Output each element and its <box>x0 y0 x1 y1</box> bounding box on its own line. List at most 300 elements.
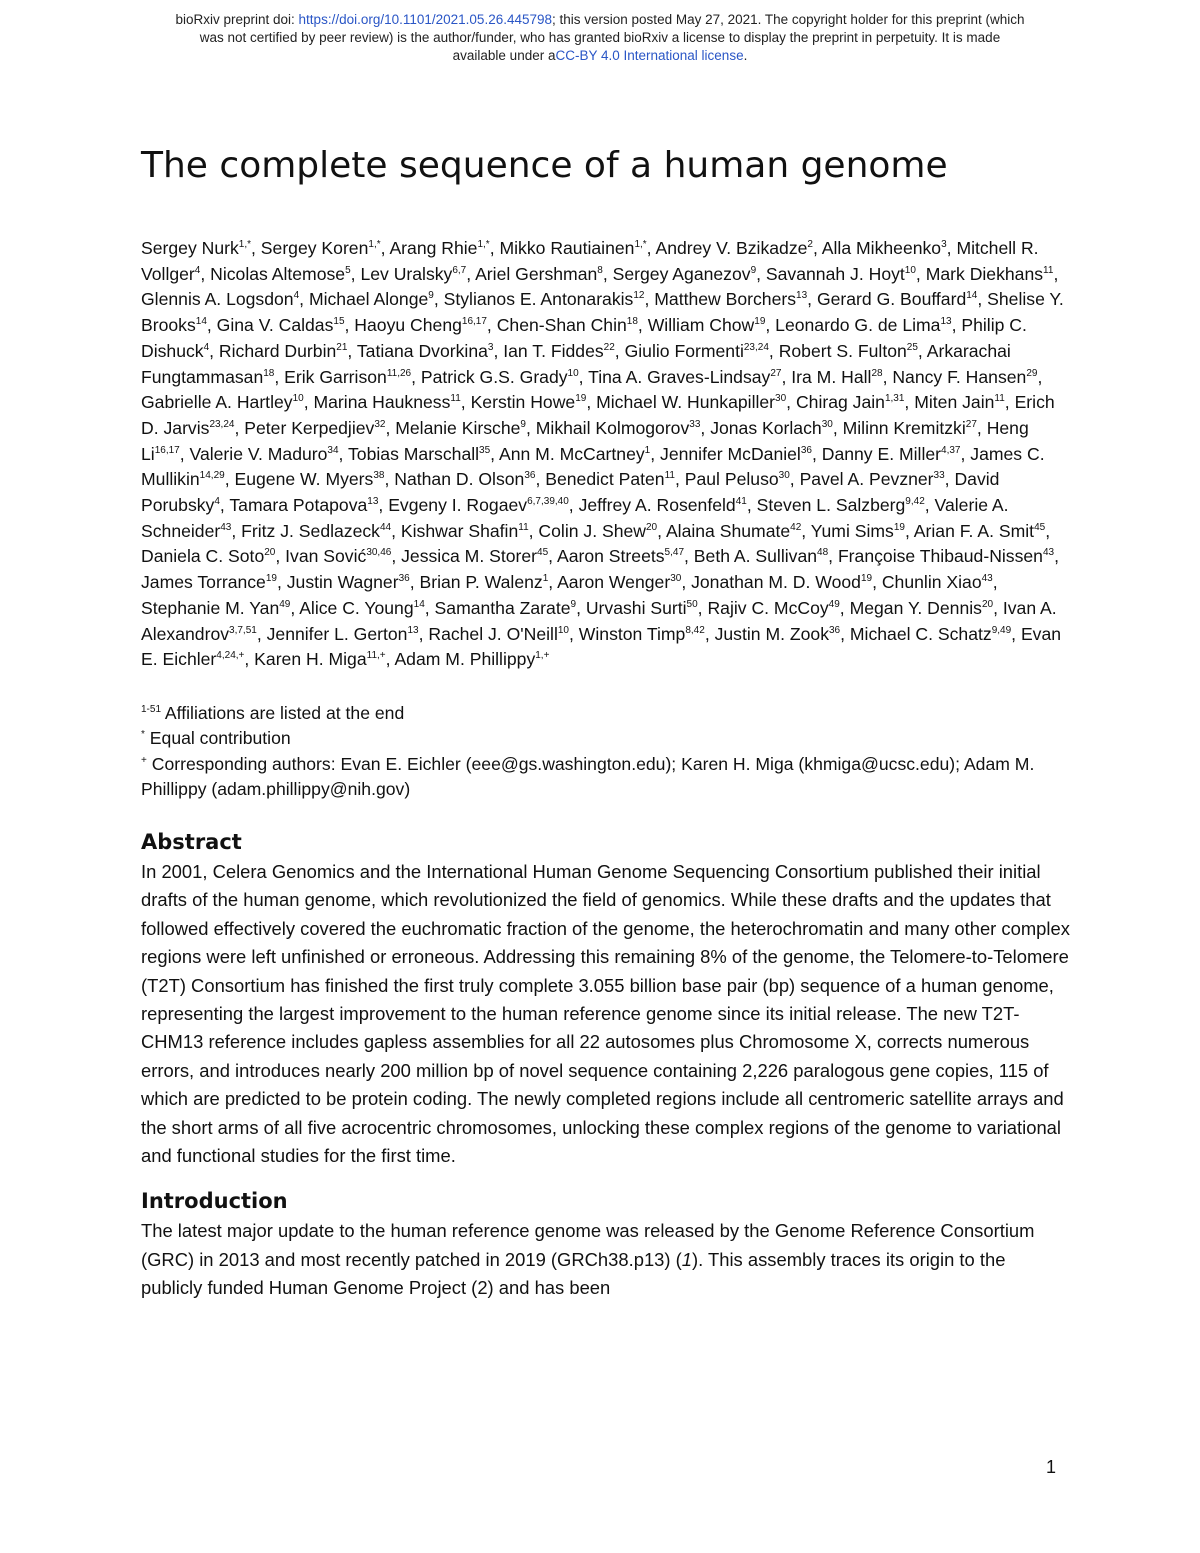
author-name: Gabrielle A. Hartley <box>141 392 293 413</box>
paper-title: The complete sequence of a human genome <box>141 145 948 186</box>
author-name: Nicolas Altemose <box>210 263 346 284</box>
author-affiliation: 14 <box>966 290 978 302</box>
author <box>557 546 684 566</box>
author <box>261 238 381 258</box>
author-name: Pavel A. Pevzner <box>799 469 934 490</box>
author-affiliation: 3 <box>487 341 494 353</box>
author-affiliation: 27 <box>965 419 977 431</box>
author-affiliation: 29 <box>1026 367 1038 379</box>
author-affiliation: 30 <box>821 419 833 431</box>
author-name: Winston Timp <box>578 623 686 644</box>
author-name: Yumi Sims <box>810 520 894 541</box>
author-name: Mitchell R. Vollger <box>141 238 1039 284</box>
author <box>654 289 807 309</box>
author <box>838 546 1054 566</box>
author-affiliation: 11,+ <box>366 650 386 662</box>
author <box>287 572 410 592</box>
author-name: Jeffrey A. Rosenfeld <box>578 495 736 516</box>
author <box>141 598 290 618</box>
author <box>817 289 977 309</box>
author-affiliation: 4,24,+ <box>216 650 245 662</box>
affiliations-note <box>141 701 1071 727</box>
header-license-prefix: available under a <box>452 48 556 63</box>
author <box>141 238 251 258</box>
author-affiliation: 23,24 <box>743 341 769 353</box>
author-name: Marina Haukness <box>313 392 451 413</box>
author-name: Tina A. Graves-Lindsay <box>588 366 771 387</box>
author-name: Sergey Koren <box>260 238 369 258</box>
author-affiliation: 23,24 <box>209 419 235 431</box>
author-affiliation: 1 <box>644 444 651 456</box>
author <box>419 572 548 592</box>
author <box>822 238 947 258</box>
author <box>254 649 385 669</box>
author-affiliation: 11 <box>994 393 1005 405</box>
author-name: Steven L. Salzberg <box>756 495 906 516</box>
author <box>444 289 645 309</box>
author-name: Michael C. Schatz <box>849 623 992 644</box>
author <box>579 495 747 515</box>
author-affiliation: 45 <box>537 547 549 559</box>
author-name: Rajiv C. McCoy <box>707 597 829 618</box>
author-affiliation: 9,42 <box>905 496 925 508</box>
author-affiliation: 14,29 <box>199 470 225 482</box>
author <box>428 624 569 644</box>
author <box>766 264 916 284</box>
author-name: Savannah J. Hoyt <box>765 263 905 284</box>
author-affiliation: 9,49 <box>991 624 1012 636</box>
author-affiliation: 4 <box>293 290 300 302</box>
author-affiliation: 4 <box>214 496 220 508</box>
author-name: Alla Mikheenko <box>821 238 942 258</box>
author-affiliation: 1,+ <box>535 650 550 662</box>
author-affiliation: 20 <box>646 521 658 533</box>
author-affiliation: 11,26 <box>386 367 412 379</box>
author-affiliation: 36 <box>800 444 812 456</box>
author <box>914 392 1005 412</box>
author-affiliation: 19 <box>754 316 766 328</box>
author-name: Michael W. Hunkapiller <box>596 392 776 413</box>
author-affiliation: 5 <box>345 264 351 276</box>
author-name: Matthew Borchers <box>654 289 797 310</box>
author <box>389 238 489 258</box>
author <box>309 289 434 309</box>
abstract-text: In 2001, Celera Genomics and the International Human Genome Sequencing Consortium published their initial drafts of the human genome, which revolutionized the field of genomics. While these drafts and the updates that followed effectively covered the euchromatic fraction of the genome, the heterochromatin and many other complex regions were left unfinished or erroneous. Addressing this remaining 8% of the genome, the Telomere-to-Telomere (T2T) Consortium has finished the first truly complete 3.055 billion base pair (bp) sequence of a human genome, representing the largest improvement to the human reference genome since its initial release. The new T2T-CHM13 reference includes gapless assemblies for all 22 autosomes plus Chromosome X, corrects numerous errors, and introduces nearly 200 million bp of novel sequence containing 2,226 paralogous gene copies, 115 of which are predicted to be protein coding. The newly completed regions include all centromeric satellite arrays and the short arms of all five acrocentric chromosomes, unlocking these complex regions of the genome to variational and functional studies for the first time. <box>141 860 1070 1167</box>
header-line-2: was not certified by peer review) is the author/funder, who has granted bioRxiv a license to display the preprint in perpetuity. It is made <box>199 30 1001 45</box>
author <box>401 546 548 566</box>
author-affiliation: 44 <box>379 521 392 533</box>
author-affiliation: 4 <box>194 264 201 276</box>
author-affiliation: 1,* <box>477 239 490 251</box>
author-name: Samantha Zarate <box>434 597 571 618</box>
author-notes <box>141 701 1071 803</box>
author-affiliation: 11 <box>1043 264 1054 276</box>
author <box>850 598 994 618</box>
author-name: Chirag Jain <box>795 392 885 413</box>
intro-part-3: ) and has been <box>487 1277 611 1299</box>
author <box>625 341 769 361</box>
introduction-text <box>141 1217 1071 1302</box>
author <box>244 418 385 438</box>
author <box>660 444 812 464</box>
author-name: Alice C. Young <box>299 597 414 618</box>
author-name: Patrick G.S. Grady <box>420 366 568 387</box>
author-affiliation: 14 <box>413 598 425 610</box>
author-name: Ivan Sović <box>285 546 367 567</box>
author-name: Rachel J. O'Neill <box>428 623 558 644</box>
author-name: Milinn Kremitzki <box>842 417 966 438</box>
author-name: Chunlin Xiao <box>881 572 982 593</box>
author-affiliation: 43 <box>1042 547 1055 559</box>
author <box>882 572 993 592</box>
author <box>394 469 535 489</box>
author-affiliation: 33 <box>933 470 945 482</box>
author-affiliation: 43 <box>981 573 993 585</box>
author-name: Chen-Shan Chin <box>496 315 627 336</box>
author <box>141 572 277 592</box>
author <box>401 521 529 541</box>
author-affiliation: 15 <box>333 316 345 328</box>
author-name: Haoyu Cheng <box>354 315 462 336</box>
author <box>141 289 299 309</box>
author-affiliation: 13 <box>940 316 952 328</box>
author-name: Fritz J. Sedlazeck <box>241 520 380 541</box>
author-affiliation: 22 <box>603 341 615 353</box>
author-list: Sergey Nurk$^{1,*}$, Sergey Koren$^{1,*}$, Arang Rhie$^{1,*}$, Mikko Rautiainen$^{1,*}$, Andrey V. Bzikadze$^2$, Alla Mikheenko$^3$, Mitchell R. Vollger$^4$, Nicolas Altemose$^5$, Lev Uralsky$^{6,7}$, Ariel Gershman$^8$, Sergey Aganezov$^9$, Savannah J. Hoyt$^{10}$, Mark Diekhans$^{11}$, Glennis A. Logsdon$^4$, Michael Alonge$^9$, Stylianos E. Antonarakis$^{12}$, Matthew Borchers$^{13}$, Gerard G. Bouffard$^{14}$, Shelise Y. Brooks$^{14}$, Gina V. Caldas$^{15}$, Haoyu Cheng$^{16,17}$, Chen-Shan Chin$^{18}$, William Chow$^{19}$, Leonardo G. de Lima$^{13}$, Philip C. Dishuck$^4$, Richard Durbin$^{21}$, Tatiana Dvorkina$^3$, Ian T. Fiddes$^{22}$, Giulio Formenti$^{23,24}$, Robert S. Fulton$^{25}$, Arkarachai Fungtammasan$^{18}$, Erik Garrison$^{11,26}$, Patrick G.S. Grady$^{10}$, Tina A. Graves-Lindsay$^{27}$, Ira M. Hall$^{28}$, Nancy F. Hansen$^{29}$, Gabrielle A. Hartley$^{10}$, Marina Haukness$^{11}$, Kerstin Howe$^{19}$, Michael W. Hunkapiller$^{30}$, Chirag Jain$^{1,31}$, Miten Jain$^{11}$, Erich D. Jarvis$^{23,24}$, Peter Kerpedjiev$^{32}$, Melanie Kirsche$^9$, Mikhail Kolmogorov$^{33}$, Jonas Korlach$^{30}$, Milinn Kremitzki$^{27}$, Heng Li$^{16,17}$, Valerie V. Maduro$^{34}$, Tobias Marschall$^{35}$, Ann M. McCartney$^1$, Jennifer McDaniel$^{36}$, Danny E. Miller$^{4,37}$, James C. Mullikin$^{14,29}$, Eugene W. Myers$^{38}$, Nathan D. Olson$^{36}$, Benedict Paten$^{11}$, Paul Peluso$^{30}$, Pavel A. Pevzner$^{33}$, David Porubsky$^4$, Tamara Potapova$^{13}$, Evgeny I. Rogaev$^{6,7,39,40}$, Jeffrey A. Rosenfeld$^{41}$, Steven L. Salzberg$^{9,42}$, Valerie A. Schneider$^{43}$, Fritz J. Sedlazeck$^{44}$, Kishwar Shafin$^{11}$, Colin J. Shew$^{20}$, Alaina Shumate$^{42}$, Yumi Sims$^{19}$, Arian F. A. Smit$^{45}$, Daniela C. Soto$^{20}$, Ivan Sović$^{30,46}$, Jessica M. Storer$^{45}$, Aaron Streets$^{5,47}$, Beth A. Sullivan$^{48}$, Françoise Thibaud-Nissen$^{43}$, James Torrance$^{19}$, Justin Wagner$^{36}$, Brian P. Walenz$^1$, Aaron Wenger$^{30}$, Jonathan M. D. Wood$^{19}$, Chunlin Xiao$^{43}$, Stephanie M. Yan$^{49}$, Alice C. Young$^{14}$, Samantha Zarate$^9$, Urvashi Surti$^{50}$, Rajiv C. McCoy$^{49}$, Megan Y. Dennis$^{20}$, Ivan A. Alexandrov$^{3,7,51}$, Jennifer L. Gerton$^{13}$, Rachel J. O'Neill$^{10}$, Winston Timp$^{8,42}$, Justin M. Zook$^{36}$, Michael C. Schatz$^{9,49}$, Evan E. Eichler$^{4,24,+}$, Karen H. Miga$^{11,+}$, Adam M. Phillippy$^{1,+}$ <box>141 238 1064 670</box>
license-link[interactable]: CC-BY 4.0 International license <box>555 48 744 63</box>
author-affiliation: 6,7 <box>452 264 467 276</box>
author-affiliation: 16,17 <box>154 444 180 456</box>
author-affiliation: 11 <box>518 521 529 533</box>
author-name: Beth A. Sullivan <box>693 546 818 567</box>
author-name: Daniela C. Soto <box>141 546 265 567</box>
author-name: Adam M. Phillippy <box>394 649 536 670</box>
author-name: Françoise Thibaud-Nissen <box>837 546 1043 567</box>
author <box>914 521 1045 541</box>
author-name: Gerard G. Bouffard <box>816 289 967 310</box>
intro-ref-1[interactable]: 1 <box>681 1248 692 1270</box>
author <box>503 341 615 361</box>
author-affiliation: 28 <box>871 367 883 379</box>
author-name: Sergey Nurk <box>141 238 239 258</box>
author-affiliation: 27 <box>770 367 782 379</box>
equal-text: Equal contribution <box>144 728 291 749</box>
author-name: William Chow <box>647 315 755 336</box>
author <box>822 444 961 464</box>
author-affiliation: 20 <box>981 598 994 610</box>
author-name: Michael Alonge <box>308 289 429 310</box>
author-affiliation: 9 <box>750 264 757 276</box>
intro-part-2: ). This assembly traces its origin to the publicly funded Human Genome Project ( <box>141 1248 1006 1299</box>
author-affiliation: 6,7,39,40 <box>527 496 569 508</box>
intro-part-1: The latest major update to the human reference genome was released by the Genome Reference Consortium (GRC) in 2013 and most recently patched in 2019 (GRCh38.p13) ( <box>141 1220 1035 1270</box>
header-license-suffix: . <box>743 48 748 63</box>
header-doi-prefix: bioRxiv preprint doi: <box>175 12 299 27</box>
author-affiliation: 19 <box>265 573 277 585</box>
author-affiliation: 50 <box>686 598 698 610</box>
author-affiliation: 16,17 <box>461 316 487 328</box>
author-affiliation: 1,* <box>238 239 252 251</box>
author <box>241 521 391 541</box>
author <box>666 521 801 541</box>
author <box>707 598 839 618</box>
author <box>497 315 638 335</box>
author-name: Jessica M. Storer <box>401 546 538 567</box>
author-affiliation: 9 <box>428 290 434 302</box>
author-affiliation: 10 <box>557 624 569 636</box>
author <box>499 238 646 258</box>
author <box>850 624 1011 644</box>
author-name: Ira M. Hall <box>791 366 872 387</box>
author-name: Ann M. McCartney <box>498 443 645 464</box>
author-name: Kishwar Shafin <box>400 520 519 541</box>
author-name: Paul Peluso <box>684 469 779 490</box>
author-name: Nancy F. Hansen <box>892 366 1027 387</box>
author <box>475 264 603 284</box>
author-name: Ariel Gershman <box>475 263 598 284</box>
author-name: Aaron Wenger <box>557 572 671 593</box>
author <box>394 649 549 669</box>
author-affiliation: 13 <box>367 496 379 508</box>
author-affiliation: 8 <box>597 264 603 276</box>
author <box>284 367 411 387</box>
author-name: Megan Y. Dennis <box>849 597 982 618</box>
equal-contribution-note <box>141 726 1071 752</box>
author-affiliation: 36 <box>398 573 410 585</box>
author-name: Miten Jain <box>914 392 995 413</box>
author-name: Melanie Kirsche <box>395 417 521 438</box>
author-name: Evan E. Eichler <box>141 623 1062 670</box>
author-name: Gina V. Caldas <box>216 315 334 336</box>
header-line1-suffix: ; this version posted May 27, 2021. The copyright holder for this preprint (which <box>552 12 1025 27</box>
author-name: Mikko Rautiainen <box>499 238 635 258</box>
author <box>586 598 698 618</box>
author-name: Peter Kerpedjiev <box>244 417 375 438</box>
author-name: Tobias Marschall <box>348 443 480 464</box>
author-name: Alaina Shumate <box>665 520 791 541</box>
author-affiliation: 30,46 <box>366 547 392 559</box>
author <box>779 341 918 361</box>
author <box>536 418 701 438</box>
author-affiliation: 2 <box>807 239 813 251</box>
author-name: Glennis A. Logsdon <box>141 289 294 310</box>
author <box>926 264 1054 284</box>
author-affiliation: 4,37 <box>941 444 961 456</box>
author <box>596 392 786 412</box>
author-affiliation: 33 <box>689 419 701 431</box>
author-affiliation: 1 <box>542 573 549 585</box>
author-name: Karen H. Miga <box>254 649 367 670</box>
author-affiliation: 10 <box>904 264 916 276</box>
author <box>267 624 419 644</box>
author-affiliation: 9 <box>520 419 526 431</box>
paper-content <box>141 140 1071 1303</box>
author <box>538 521 657 541</box>
author-name: Stephanie M. Yan <box>141 597 280 618</box>
author <box>579 624 705 644</box>
author-affiliation: 4 <box>203 341 210 353</box>
author <box>299 598 425 618</box>
author-name: James C. Mullikin <box>141 443 1045 490</box>
author <box>348 444 490 464</box>
author-affiliation: 45 <box>1034 521 1046 533</box>
author-name: Evgeny I. Rogaev <box>388 495 528 516</box>
author <box>757 495 925 515</box>
author-affiliation: 20 <box>264 547 276 559</box>
author-affiliation: 49 <box>279 598 291 610</box>
author-name: Brian P. Walenz <box>419 572 543 593</box>
author-name: Philip C. Dishuck <box>141 315 1027 361</box>
introduction-heading: Introduction <box>141 1189 288 1214</box>
author <box>499 444 650 464</box>
author-affiliation: 30 <box>670 573 682 585</box>
author-name: Colin J. Shew <box>538 520 646 541</box>
author-name: Shelise Y. Brooks <box>141 289 1064 336</box>
affiliations-sup: 1-51 <box>141 704 162 716</box>
author-affiliation: 43 <box>220 521 232 533</box>
author-affiliation: 1,31 <box>884 393 905 405</box>
author-name: Ivan A. Alexandrov <box>141 597 1057 644</box>
author <box>588 367 781 387</box>
author <box>354 315 487 335</box>
author <box>313 392 460 412</box>
author-name: Justin M. Zook <box>714 623 829 644</box>
doi-link[interactable]: https://doi.org/10.1101/2021.05.26.445798 <box>298 12 553 27</box>
author-name: Stylianos E. Antonarakis <box>443 289 634 310</box>
author-name: Valerie A. Schneider <box>141 495 1009 541</box>
author-name: Lev Uralsky <box>360 263 453 284</box>
author <box>395 418 526 438</box>
author-affiliation: 42 <box>790 521 802 533</box>
author-affiliation: 1,* <box>368 239 381 251</box>
corresponding-sup: + <box>141 755 147 767</box>
author <box>285 546 391 566</box>
author-name: Jennifer McDaniel <box>660 443 801 464</box>
author-affiliation: 13 <box>796 290 808 302</box>
author-name: Kerstin Howe <box>470 392 576 413</box>
author-name: Mikhail Kolmogorov <box>535 417 690 438</box>
author <box>796 392 904 412</box>
author-affiliation: 41 <box>735 496 747 508</box>
corresponding-text: Corresponding authors: Evan E. Eichler (eee@gs.washington.edu); Karen H. Miga (khmiga@ucsc.edu); Adam M. Phillippy (adam.phillippy@nih.gov) <box>141 753 1035 800</box>
author-affiliation: 12 <box>633 290 645 302</box>
author-name: Jonas Korlach <box>710 417 822 438</box>
author <box>892 367 1037 387</box>
author-affiliation: 19 <box>860 573 873 585</box>
author-name: Sergey Aganezov <box>612 263 751 284</box>
author <box>843 418 977 438</box>
author <box>229 495 378 515</box>
author-affiliation: 49 <box>828 598 840 610</box>
author-name: Urvashi Surti <box>585 597 687 618</box>
author-name: Arian F. A. Smit <box>913 520 1035 541</box>
author-affiliation: 36 <box>829 624 841 636</box>
abstract-heading: Abstract <box>141 829 242 854</box>
author-affiliation: 5,47 <box>664 547 685 559</box>
author-name: Tatiana Dvorkina <box>356 340 488 361</box>
author <box>435 598 577 618</box>
author-affiliation: 13 <box>407 624 419 636</box>
author <box>234 469 384 489</box>
author <box>360 264 466 284</box>
author <box>811 521 905 541</box>
preprint-header <box>60 11 1140 65</box>
author-name: Erik Garrison <box>284 366 387 387</box>
affiliations-text: Affiliations are listed at the end <box>161 702 405 723</box>
author-name: Arkarachai Fungtammasan <box>141 340 1011 387</box>
author-name: Ian T. Fiddes <box>503 340 604 361</box>
corresponding-authors-note <box>141 752 1071 803</box>
author <box>471 392 587 412</box>
author <box>557 572 681 592</box>
author <box>655 238 812 258</box>
author-affiliation: 11 <box>664 470 675 482</box>
author-name: Danny E. Miller <box>821 443 942 464</box>
author-affiliation: 19 <box>575 393 587 405</box>
author <box>141 392 304 412</box>
author <box>613 264 756 284</box>
author <box>691 572 872 592</box>
author-name: Nathan D. Olson <box>394 469 525 490</box>
header-line-1 <box>60 11 1140 29</box>
author <box>694 546 828 566</box>
author-name: Aaron Streets <box>556 546 665 567</box>
author-affiliation: 14 <box>195 316 207 328</box>
author-affiliation: 19 <box>893 521 905 533</box>
author-affiliation: 38 <box>373 470 385 482</box>
author-affiliation: 25 <box>906 341 918 353</box>
author-name: Eugene W. Myers <box>234 469 374 490</box>
author-affiliation: 3 <box>941 239 947 251</box>
author-name: Jonathan M. D. Wood <box>691 572 861 593</box>
author <box>190 444 339 464</box>
author-name: David Porubsky <box>141 469 1000 516</box>
author-affiliation: 8,42 <box>685 624 705 636</box>
author-affiliation: 35 <box>479 444 491 456</box>
author <box>685 469 790 489</box>
author-affiliation: 1,* <box>634 239 647 251</box>
author-affiliation: 10 <box>567 367 579 379</box>
author-affiliation: 18 <box>626 316 638 328</box>
author <box>775 315 951 335</box>
author-name: Leonardo G. de Lima <box>775 315 941 336</box>
author <box>421 367 579 387</box>
author <box>800 469 945 489</box>
author-affiliation: 32 <box>374 419 386 431</box>
author <box>545 469 675 489</box>
intro-ref-2[interactable]: 2 <box>477 1277 488 1299</box>
author-name: Valerie V. Maduro <box>189 443 328 464</box>
author-name: Giulio Formenti <box>624 340 744 361</box>
author <box>219 341 347 361</box>
author <box>710 418 833 438</box>
author-affiliation: 30 <box>775 393 787 405</box>
author <box>357 341 494 361</box>
author <box>791 367 882 387</box>
equal-sup: * <box>141 729 145 741</box>
author-name: James Torrance <box>141 572 266 593</box>
author-name: Justin Wagner <box>286 572 399 593</box>
author-affiliation: 36 <box>524 470 536 482</box>
author <box>715 624 841 644</box>
author-name: Richard Durbin <box>218 340 337 361</box>
author-affiliation: 21 <box>336 341 348 353</box>
author-name: Mark Diekhans <box>925 263 1044 284</box>
author-affiliation: 11 <box>450 393 461 405</box>
author-affiliation: 10 <box>292 393 304 405</box>
author-affiliation: 9 <box>570 598 577 610</box>
author-name: Tamara Potapova <box>229 495 368 516</box>
